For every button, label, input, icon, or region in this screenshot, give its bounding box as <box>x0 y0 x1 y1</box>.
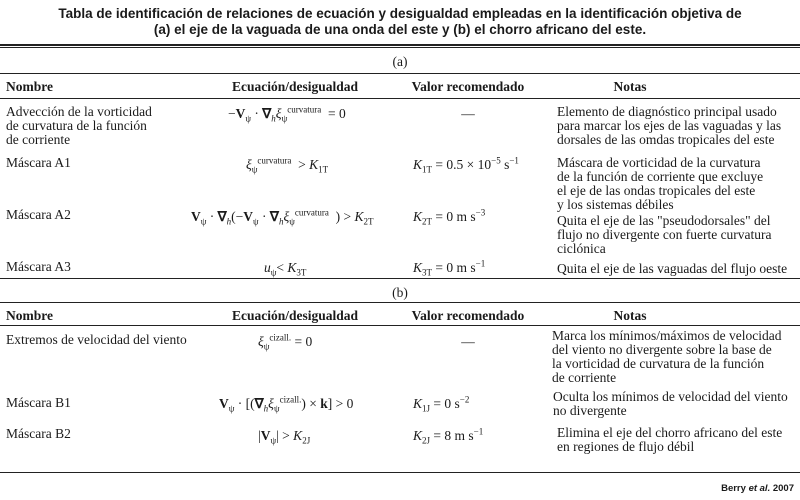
section-a-header-rule-top <box>0 73 800 74</box>
row-a1-notes <box>557 156 763 212</box>
row-a2-notes-line: ciclónica <box>557 241 606 256</box>
section-b-label: (b) <box>392 285 408 300</box>
row-a0-notes-line: Elemento de diagnóstico principal usado <box>557 104 777 119</box>
top-rule-inner <box>0 47 800 48</box>
row-b0-name: Extremos de velocidad del viento <box>6 332 187 347</box>
row-b2-notes <box>557 426 782 454</box>
section-a-label: (a) <box>392 54 408 69</box>
row-a0-name-line: de corriente <box>6 132 71 147</box>
row-b0-notes-line: Marca los mínimos/máximos de velocidad <box>552 328 782 343</box>
row-a2-notes-line: flujo no divergente con fuerte curvatura <box>557 227 772 242</box>
section-b-header-rule-bottom <box>0 325 800 326</box>
section-b-header-rule-top <box>0 302 800 303</box>
col-header-equation: Ecuación/desigualdad <box>231 79 359 94</box>
row-b1-notes <box>553 390 788 418</box>
row-b1-equation: $V_\psi \cdot [(\nabla_h\xi_\psi^{cizall.}) \times k] > 0$ <box>219 394 354 414</box>
row-a3-value: $K_{3T} = 0$ m $s^{-1}$ <box>413 258 486 278</box>
col-header-name-b: Nombre <box>6 308 53 323</box>
source-credit <box>721 483 794 494</box>
row-b1-value: $K_{1J} = 0$ $s^{-2}$ <box>413 394 470 414</box>
row-a2-notes <box>557 214 772 256</box>
row-a2-notes-line: Quita el eje de las "pseudodorsales" del <box>557 213 771 228</box>
row-a2-value: $K_{2T} = 0$ m $s^{-3}$ <box>413 207 486 227</box>
section-a-header-rule-bottom <box>0 98 800 99</box>
row-a0-notes <box>557 105 781 147</box>
col-header-value-b: Valor recomendado <box>411 308 525 323</box>
row-a1-value: $K_{1T} = 0.5 \times 10^{-5}$ $s^{-1}$ <box>413 155 519 175</box>
row-b0-notes-line: la vorticidad de curvatura de la función <box>552 356 765 371</box>
credit-year: 2007 <box>772 483 794 494</box>
row-a0-notes-line: dorsales de las omdas tropicales del este <box>557 132 775 147</box>
row-b0-notes <box>552 329 781 385</box>
row-b2-notes-line: Elimina el eje del chorro africano del este <box>557 425 783 440</box>
row-a3-equation: $u_\psi< K_{3T}$ <box>264 260 307 278</box>
row-a0-value: — <box>461 106 475 121</box>
row-a1-notes-line: y los sistemas débiles <box>557 197 674 212</box>
title-line-1: Tabla de identificación de relaciones de ecuación y desigualdad empleadas en la identificación objetiva de <box>58 6 742 21</box>
row-a0-notes-line: para marcar los ejes de las vaguadas y las <box>557 118 782 133</box>
section-b-rule-top <box>0 278 800 279</box>
col-header-equation-b: Ecuación/desigualdad <box>231 308 359 323</box>
row-b2-value: $K_{2J} = 8$ m $s^{-1}$ <box>413 426 484 446</box>
row-a0-name <box>6 105 152 147</box>
superscript-cizall: cizall. <box>269 332 292 343</box>
superscript-curvatura: curvatura <box>257 155 292 166</box>
row-b1-notes-line: Oculta los mínimos de velocidad del viento <box>553 389 788 404</box>
row-b2-name: Máscara B2 <box>6 426 71 441</box>
title-line-2: (a) el eje de la vaguada de una onda del este y (b) el chorro africano del este. <box>153 22 647 37</box>
col-header-value: Valor recomendado <box>411 79 525 94</box>
col-header-name: Nombre <box>6 79 53 94</box>
row-b1-name: Máscara B1 <box>6 395 71 410</box>
row-a0-equation: $-V_\psi \cdot \nabla_h\xi_\psi^{curvatura} = 0$ <box>228 104 346 124</box>
superscript-cizall: cizall. <box>279 394 302 405</box>
row-a3-name: Máscara A3 <box>6 259 71 274</box>
credit-author: Berry <box>721 483 746 494</box>
row-a0-name-line: de curvatura de la función <box>6 118 147 133</box>
top-rule <box>0 44 800 46</box>
row-b0-notes-line: del viento no divergente sobre la base de <box>552 342 772 357</box>
row-a1-equation: $\xi_\psi^{curvatura} > K_{1T}$ <box>246 155 329 175</box>
row-a2-equation: $V_\psi \cdot \nabla_h(-V_\psi \cdot \nabla_h\xi_\psi^{curvatura}$ ) > $K_{2T}$ <box>191 207 374 227</box>
credit-etal: et al. <box>748 483 771 494</box>
row-a2-name: Máscara A2 <box>6 207 71 222</box>
row-b0-value: — <box>461 334 475 349</box>
row-b2-equation: $|V_\psi| > K_{2J}$ <box>258 428 311 446</box>
table-title <box>0 6 800 38</box>
row-b0-notes-line: de corriente <box>552 370 617 385</box>
row-a1-notes-line: Máscara de vorticidad de la curvatura <box>557 155 761 170</box>
row-b1-notes-line: no divergente <box>553 403 627 418</box>
row-a0-name-line: Advección de la vorticidad <box>6 104 152 119</box>
row-a1-notes-line: el eje de las ondas tropicales del este <box>557 183 756 198</box>
superscript-curvatura: curvatura <box>287 104 322 115</box>
row-b0-equation: $\xi_\psi^{cizall.} = 0$ <box>258 332 313 352</box>
row-b2-notes-line: en regiones de flujo débil <box>557 439 695 454</box>
col-header-notes: Notas <box>613 79 647 94</box>
col-header-notes-b: Notas <box>613 308 647 323</box>
row-a1-notes-line: de la función de corriente que excluye <box>557 169 764 184</box>
bottom-rule <box>0 472 800 473</box>
superscript-curvatura: curvatura <box>294 207 329 218</box>
row-a3-notes: Quita el eje de las vaguadas del flujo oeste <box>557 261 788 276</box>
row-a1-name: Máscara A1 <box>6 155 71 170</box>
